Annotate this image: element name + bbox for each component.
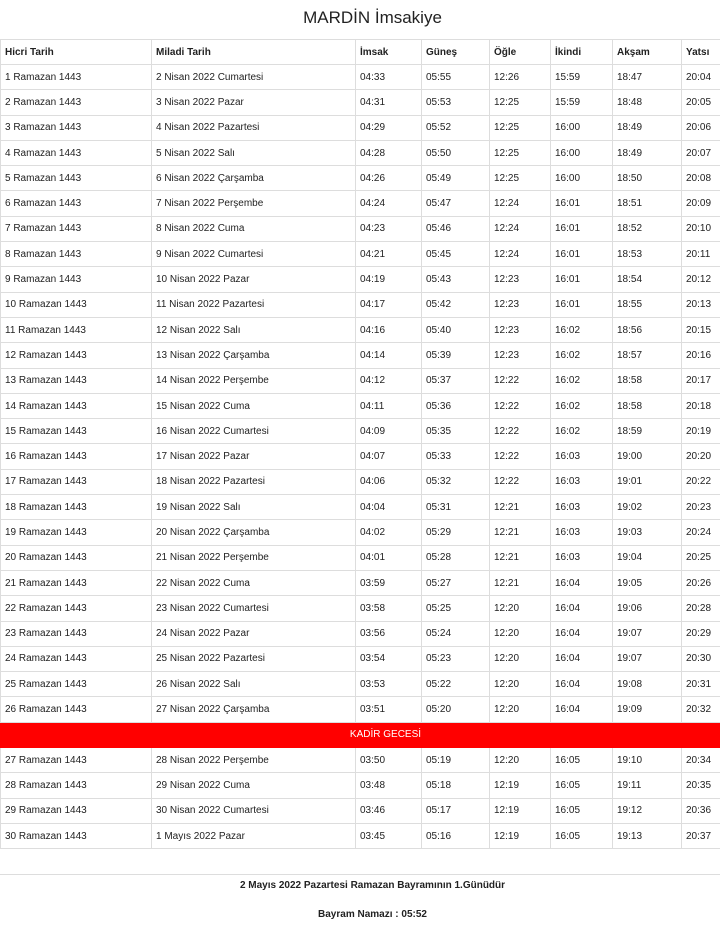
ogle-time-cell: 12:19 — [490, 823, 551, 848]
hicri-date-cell: 24 Ramazan 1443 — [1, 646, 152, 671]
gunes-time-cell: 05:19 — [422, 748, 490, 773]
yatsi-time-cell: 20:25 — [682, 545, 720, 570]
yatsi-time-cell: 20:15 — [682, 317, 720, 342]
aksam-time-cell: 18:49 — [613, 115, 682, 140]
imsak-time-cell: 04:28 — [356, 140, 422, 165]
gunes-time-cell: 05:24 — [422, 621, 490, 646]
gunes-time-cell: 05:33 — [422, 444, 490, 469]
ikindi-time-cell: 16:02 — [551, 419, 613, 444]
yatsi-time-cell: 20:36 — [682, 798, 720, 823]
gunes-time-cell: 05:46 — [422, 216, 490, 241]
ikindi-time-cell: 16:03 — [551, 495, 613, 520]
imsak-time-cell: 04:09 — [356, 419, 422, 444]
hicri-date-cell: 21 Ramazan 1443 — [1, 570, 152, 595]
hicri-date-cell: 1 Ramazan 1443 — [1, 65, 152, 90]
page-title: MARDİN İmsakiye — [303, 8, 442, 27]
hicri-date-cell: 4 Ramazan 1443 — [1, 140, 152, 165]
table-body-before-kadir — [1, 65, 720, 723]
table-header-row — [1, 40, 720, 65]
yatsi-time-cell: 20:26 — [682, 570, 720, 595]
miladi-date-cell: 1 Mayıs 2022 Pazar — [152, 823, 356, 848]
miladi-date-cell: 25 Nisan 2022 Pazartesi — [152, 646, 356, 671]
aksam-time-cell: 18:54 — [613, 267, 682, 292]
yatsi-time-cell: 20:12 — [682, 267, 720, 292]
table-row — [1, 444, 720, 469]
ogle-time-cell: 12:20 — [490, 672, 551, 697]
ikindi-time-cell: 16:02 — [551, 343, 613, 368]
gunes-time-cell: 05:17 — [422, 798, 490, 823]
aksam-time-cell: 19:03 — [613, 520, 682, 545]
imsak-time-cell: 03:48 — [356, 773, 422, 798]
yatsi-time-cell: 20:16 — [682, 343, 720, 368]
ogle-time-cell: 12:20 — [490, 697, 551, 722]
yatsi-time-cell: 20:20 — [682, 444, 720, 469]
yatsi-time-cell: 20:22 — [682, 469, 720, 494]
kadir-section — [1, 722, 720, 747]
hicri-date-cell: 18 Ramazan 1443 — [1, 495, 152, 520]
column-header-imsak: İmsak — [356, 40, 422, 65]
miladi-date-cell: 28 Nisan 2022 Perşembe — [152, 748, 356, 773]
aksam-time-cell: 18:48 — [613, 90, 682, 115]
miladi-date-cell: 20 Nisan 2022 Çarşamba — [152, 520, 356, 545]
gunes-time-cell: 05:36 — [422, 393, 490, 418]
hicri-date-cell: 28 Ramazan 1443 — [1, 773, 152, 798]
miladi-date-cell: 13 Nisan 2022 Çarşamba — [152, 343, 356, 368]
imsak-time-cell: 04:04 — [356, 495, 422, 520]
miladi-date-cell: 2 Nisan 2022 Cumartesi — [152, 65, 356, 90]
yatsi-time-cell: 20:09 — [682, 191, 720, 216]
aksam-time-cell: 19:05 — [613, 570, 682, 595]
miladi-date-cell: 14 Nisan 2022 Perşembe — [152, 368, 356, 393]
gunes-time-cell: 05:22 — [422, 672, 490, 697]
ogle-time-cell: 12:25 — [490, 140, 551, 165]
hicri-date-cell: 30 Ramazan 1443 — [1, 823, 152, 848]
table-row — [1, 393, 720, 418]
table-row — [1, 697, 720, 722]
hicri-date-cell: 20 Ramazan 1443 — [1, 545, 152, 570]
imsak-time-cell: 03:51 — [356, 697, 422, 722]
ikindi-time-cell: 15:59 — [551, 65, 613, 90]
gunes-time-cell: 05:27 — [422, 570, 490, 595]
ogle-time-cell: 12:26 — [490, 65, 551, 90]
aksam-time-cell: 19:01 — [613, 469, 682, 494]
ogle-time-cell: 12:21 — [490, 570, 551, 595]
yatsi-time-cell: 20:24 — [682, 520, 720, 545]
table-row — [1, 545, 720, 570]
column-header-gunes: Güneş — [422, 40, 490, 65]
table-row — [1, 368, 720, 393]
yatsi-time-cell: 20:07 — [682, 140, 720, 165]
column-header-miladi: Miladi Tarih — [152, 40, 356, 65]
imsak-time-cell: 04:23 — [356, 216, 422, 241]
ikindi-time-cell: 16:01 — [551, 216, 613, 241]
table-body-after-kadir — [1, 748, 720, 849]
ikindi-time-cell: 16:02 — [551, 317, 613, 342]
table-row — [1, 166, 720, 191]
aksam-time-cell: 19:06 — [613, 596, 682, 621]
yatsi-time-cell: 20:31 — [682, 672, 720, 697]
hicri-date-cell: 11 Ramazan 1443 — [1, 317, 152, 342]
table-row — [1, 115, 720, 140]
column-header-ogle: Öğle — [490, 40, 551, 65]
ogle-time-cell: 12:23 — [490, 343, 551, 368]
yatsi-time-cell: 20:35 — [682, 773, 720, 798]
aksam-time-cell: 19:07 — [613, 621, 682, 646]
hicri-date-cell: 3 Ramazan 1443 — [1, 115, 152, 140]
yatsi-time-cell: 20:34 — [682, 748, 720, 773]
column-header-hicri: Hicri Tarih — [1, 40, 152, 65]
imsak-time-cell: 04:26 — [356, 166, 422, 191]
ikindi-time-cell: 16:01 — [551, 267, 613, 292]
ikindi-time-cell: 16:03 — [551, 469, 613, 494]
miladi-date-cell: 8 Nisan 2022 Cuma — [152, 216, 356, 241]
ogle-time-cell: 12:24 — [490, 191, 551, 216]
ikindi-time-cell: 16:04 — [551, 646, 613, 671]
table-row — [1, 90, 720, 115]
yatsi-time-cell: 20:28 — [682, 596, 720, 621]
hicri-date-cell: 12 Ramazan 1443 — [1, 343, 152, 368]
yatsi-time-cell: 20:13 — [682, 292, 720, 317]
miladi-date-cell: 24 Nisan 2022 Pazar — [152, 621, 356, 646]
hicri-date-cell: 13 Ramazan 1443 — [1, 368, 152, 393]
kadir-gecesi-label: KADİR GECESİ — [1, 722, 720, 747]
hicri-date-cell: 23 Ramazan 1443 — [1, 621, 152, 646]
ikindi-time-cell: 16:04 — [551, 570, 613, 595]
imsak-time-cell: 04:19 — [356, 267, 422, 292]
ikindi-time-cell: 16:04 — [551, 697, 613, 722]
aksam-time-cell: 18:50 — [613, 166, 682, 191]
imsak-time-cell: 03:56 — [356, 621, 422, 646]
hicri-date-cell: 19 Ramazan 1443 — [1, 520, 152, 545]
hicri-date-cell: 27 Ramazan 1443 — [1, 748, 152, 773]
gunes-time-cell: 05:32 — [422, 469, 490, 494]
aksam-time-cell: 19:04 — [613, 545, 682, 570]
table-row — [1, 419, 720, 444]
aksam-time-cell: 18:57 — [613, 343, 682, 368]
imsak-time-cell: 04:21 — [356, 242, 422, 267]
miladi-date-cell: 3 Nisan 2022 Pazar — [152, 90, 356, 115]
miladi-date-cell: 17 Nisan 2022 Pazar — [152, 444, 356, 469]
gunes-time-cell: 05:18 — [422, 773, 490, 798]
gunes-time-cell: 05:35 — [422, 419, 490, 444]
table-row — [1, 65, 720, 90]
miladi-date-cell: 4 Nisan 2022 Pazartesi — [152, 115, 356, 140]
ikindi-time-cell: 16:00 — [551, 166, 613, 191]
imsak-time-cell: 04:14 — [356, 343, 422, 368]
ikindi-time-cell: 16:02 — [551, 368, 613, 393]
table-row — [1, 748, 720, 773]
ikindi-time-cell: 16:05 — [551, 748, 613, 773]
ogle-time-cell: 12:20 — [490, 596, 551, 621]
miladi-date-cell: 15 Nisan 2022 Cuma — [152, 393, 356, 418]
imsak-time-cell: 04:17 — [356, 292, 422, 317]
hicri-date-cell: 8 Ramazan 1443 — [1, 242, 152, 267]
gunes-time-cell: 05:49 — [422, 166, 490, 191]
ikindi-time-cell: 16:01 — [551, 242, 613, 267]
aksam-time-cell: 19:07 — [613, 646, 682, 671]
hicri-date-cell: 6 Ramazan 1443 — [1, 191, 152, 216]
ogle-time-cell: 12:22 — [490, 393, 551, 418]
gunes-time-cell: 05:25 — [422, 596, 490, 621]
aksam-time-cell: 18:49 — [613, 140, 682, 165]
imsak-time-cell: 03:50 — [356, 748, 422, 773]
hicri-date-cell: 10 Ramazan 1443 — [1, 292, 152, 317]
miladi-date-cell: 12 Nisan 2022 Salı — [152, 317, 356, 342]
column-header-aksam: Akşam — [613, 40, 682, 65]
table-row — [1, 317, 720, 342]
imsak-time-cell: 04:07 — [356, 444, 422, 469]
imsak-time-cell: 03:58 — [356, 596, 422, 621]
table-row — [1, 621, 720, 646]
ogle-time-cell: 12:22 — [490, 469, 551, 494]
ikindi-time-cell: 16:03 — [551, 545, 613, 570]
aksam-time-cell: 19:13 — [613, 823, 682, 848]
table-row — [1, 292, 720, 317]
gunes-time-cell: 05:23 — [422, 646, 490, 671]
aksam-time-cell: 19:12 — [613, 798, 682, 823]
ogle-time-cell: 12:21 — [490, 520, 551, 545]
aksam-time-cell: 18:56 — [613, 317, 682, 342]
ogle-time-cell: 12:21 — [490, 545, 551, 570]
table-row — [1, 469, 720, 494]
gunes-time-cell: 05:55 — [422, 65, 490, 90]
imsak-time-cell: 04:33 — [356, 65, 422, 90]
ikindi-time-cell: 16:01 — [551, 191, 613, 216]
table-row — [1, 773, 720, 798]
hicri-date-cell: 14 Ramazan 1443 — [1, 393, 152, 418]
yatsi-time-cell: 20:08 — [682, 166, 720, 191]
ogle-time-cell: 12:24 — [490, 242, 551, 267]
table-row — [1, 823, 720, 848]
hicri-date-cell: 15 Ramazan 1443 — [1, 419, 152, 444]
aksam-time-cell: 19:02 — [613, 495, 682, 520]
gunes-time-cell: 05:39 — [422, 343, 490, 368]
gunes-time-cell: 05:16 — [422, 823, 490, 848]
table-row — [1, 672, 720, 697]
ogle-time-cell: 12:22 — [490, 419, 551, 444]
yatsi-time-cell: 20:04 — [682, 65, 720, 90]
miladi-date-cell: 23 Nisan 2022 Cumartesi — [152, 596, 356, 621]
ogle-time-cell: 12:23 — [490, 317, 551, 342]
miladi-date-cell: 11 Nisan 2022 Pazartesi — [152, 292, 356, 317]
ikindi-time-cell: 16:03 — [551, 444, 613, 469]
table-row — [1, 646, 720, 671]
miladi-date-cell: 21 Nisan 2022 Perşembe — [152, 545, 356, 570]
ikindi-time-cell: 16:00 — [551, 115, 613, 140]
footer-divider — [0, 874, 720, 875]
yatsi-time-cell: 20:37 — [682, 823, 720, 848]
ogle-time-cell: 12:20 — [490, 748, 551, 773]
yatsi-time-cell: 20:10 — [682, 216, 720, 241]
ogle-time-cell: 12:24 — [490, 216, 551, 241]
ogle-time-cell: 12:19 — [490, 798, 551, 823]
imsak-time-cell: 04:12 — [356, 368, 422, 393]
imsak-time-cell: 04:01 — [356, 545, 422, 570]
yatsi-time-cell: 20:17 — [682, 368, 720, 393]
aksam-time-cell: 18:58 — [613, 368, 682, 393]
imsakiye-table — [0, 39, 720, 849]
ikindi-time-cell: 16:03 — [551, 520, 613, 545]
hicri-date-cell: 2 Ramazan 1443 — [1, 90, 152, 115]
column-header-ikindi: İkindi — [551, 40, 613, 65]
aksam-time-cell: 19:09 — [613, 697, 682, 722]
gunes-time-cell: 05:37 — [422, 368, 490, 393]
ikindi-time-cell: 16:04 — [551, 621, 613, 646]
gunes-time-cell: 05:20 — [422, 697, 490, 722]
imsak-time-cell: 03:54 — [356, 646, 422, 671]
ogle-time-cell: 12:23 — [490, 292, 551, 317]
bayram-namazi-time: Bayram Namazı : 05:52 — [318, 909, 427, 920]
yatsi-time-cell: 20:06 — [682, 115, 720, 140]
imsak-time-cell: 04:24 — [356, 191, 422, 216]
hicri-date-cell: 5 Ramazan 1443 — [1, 166, 152, 191]
ikindi-time-cell: 16:05 — [551, 798, 613, 823]
miladi-date-cell: 27 Nisan 2022 Çarşamba — [152, 697, 356, 722]
miladi-date-cell: 18 Nisan 2022 Pazartesi — [152, 469, 356, 494]
table-row — [1, 216, 720, 241]
imsak-time-cell: 04:31 — [356, 90, 422, 115]
hicri-date-cell: 7 Ramazan 1443 — [1, 216, 152, 241]
ogle-time-cell: 12:20 — [490, 646, 551, 671]
table-row — [1, 140, 720, 165]
table-row — [1, 570, 720, 595]
miladi-date-cell: 6 Nisan 2022 Çarşamba — [152, 166, 356, 191]
imsak-time-cell: 04:29 — [356, 115, 422, 140]
miladi-date-cell: 16 Nisan 2022 Cumartesi — [152, 419, 356, 444]
aksam-time-cell: 18:52 — [613, 216, 682, 241]
gunes-time-cell: 05:45 — [422, 242, 490, 267]
table-row — [1, 798, 720, 823]
aksam-time-cell: 19:08 — [613, 672, 682, 697]
ikindi-time-cell: 16:05 — [551, 773, 613, 798]
ikindi-time-cell: 16:04 — [551, 672, 613, 697]
gunes-time-cell: 05:52 — [422, 115, 490, 140]
imsak-time-cell: 03:53 — [356, 672, 422, 697]
hicri-date-cell: 26 Ramazan 1443 — [1, 697, 152, 722]
hicri-date-cell: 29 Ramazan 1443 — [1, 798, 152, 823]
gunes-time-cell: 05:29 — [422, 520, 490, 545]
imsak-time-cell: 04:06 — [356, 469, 422, 494]
imsak-time-cell: 03:59 — [356, 570, 422, 595]
ikindi-time-cell: 16:01 — [551, 292, 613, 317]
aksam-time-cell: 18:55 — [613, 292, 682, 317]
imsak-time-cell: 04:11 — [356, 393, 422, 418]
miladi-date-cell: 26 Nisan 2022 Salı — [152, 672, 356, 697]
ogle-time-cell: 12:20 — [490, 621, 551, 646]
kadir-gecesi-row — [1, 722, 720, 747]
hicri-date-cell: 16 Ramazan 1443 — [1, 444, 152, 469]
gunes-time-cell: 05:42 — [422, 292, 490, 317]
table-row — [1, 267, 720, 292]
yatsi-time-cell: 20:23 — [682, 495, 720, 520]
gunes-time-cell: 05:28 — [422, 545, 490, 570]
imsak-time-cell: 04:02 — [356, 520, 422, 545]
gunes-time-cell: 05:53 — [422, 90, 490, 115]
gunes-time-cell: 05:40 — [422, 317, 490, 342]
gunes-time-cell: 05:47 — [422, 191, 490, 216]
miladi-date-cell: 9 Nisan 2022 Cumartesi — [152, 242, 356, 267]
aksam-time-cell: 18:59 — [613, 419, 682, 444]
table-row — [1, 191, 720, 216]
aksam-time-cell: 18:53 — [613, 242, 682, 267]
table-row — [1, 343, 720, 368]
yatsi-time-cell: 20:30 — [682, 646, 720, 671]
yatsi-time-cell: 20:32 — [682, 697, 720, 722]
ikindi-time-cell: 15:59 — [551, 90, 613, 115]
ikindi-time-cell: 16:02 — [551, 393, 613, 418]
ikindi-time-cell: 16:04 — [551, 596, 613, 621]
gunes-time-cell: 05:43 — [422, 267, 490, 292]
yatsi-time-cell: 20:05 — [682, 90, 720, 115]
table-row — [1, 495, 720, 520]
miladi-date-cell: 19 Nisan 2022 Salı — [152, 495, 356, 520]
ogle-time-cell: 12:23 — [490, 267, 551, 292]
aksam-time-cell: 18:58 — [613, 393, 682, 418]
table-row — [1, 596, 720, 621]
miladi-date-cell: 30 Nisan 2022 Cumartesi — [152, 798, 356, 823]
ikindi-time-cell: 16:05 — [551, 823, 613, 848]
aksam-time-cell: 18:47 — [613, 65, 682, 90]
bayram-note: 2 Mayıs 2022 Pazartesi Ramazan Bayramının 1.Günüdür — [239, 880, 506, 891]
ogle-time-cell: 12:22 — [490, 444, 551, 469]
ogle-time-cell: 12:25 — [490, 90, 551, 115]
imsak-time-cell: 04:16 — [356, 317, 422, 342]
gunes-time-cell: 05:31 — [422, 495, 490, 520]
yatsi-time-cell: 20:19 — [682, 419, 720, 444]
aksam-time-cell: 19:10 — [613, 748, 682, 773]
ogle-time-cell: 12:25 — [490, 166, 551, 191]
gunes-time-cell: 05:50 — [422, 140, 490, 165]
table-row — [1, 242, 720, 267]
ogle-time-cell: 12:21 — [490, 495, 551, 520]
yatsi-time-cell: 20:18 — [682, 393, 720, 418]
ogle-time-cell: 12:22 — [490, 368, 551, 393]
miladi-date-cell: 10 Nisan 2022 Pazar — [152, 267, 356, 292]
hicri-date-cell: 25 Ramazan 1443 — [1, 672, 152, 697]
imsak-time-cell: 03:45 — [356, 823, 422, 848]
miladi-date-cell: 29 Nisan 2022 Cuma — [152, 773, 356, 798]
column-header-yatsi: Yatsı — [682, 40, 720, 65]
hicri-date-cell: 17 Ramazan 1443 — [1, 469, 152, 494]
aksam-time-cell: 18:51 — [613, 191, 682, 216]
ikindi-time-cell: 16:00 — [551, 140, 613, 165]
aksam-time-cell: 19:00 — [613, 444, 682, 469]
hicri-date-cell: 22 Ramazan 1443 — [1, 596, 152, 621]
yatsi-time-cell: 20:11 — [682, 242, 720, 267]
table-row — [1, 520, 720, 545]
imsak-time-cell: 03:46 — [356, 798, 422, 823]
yatsi-time-cell: 20:29 — [682, 621, 720, 646]
ogle-time-cell: 12:19 — [490, 773, 551, 798]
aksam-time-cell: 19:11 — [613, 773, 682, 798]
miladi-date-cell: 5 Nisan 2022 Salı — [152, 140, 356, 165]
hicri-date-cell: 9 Ramazan 1443 — [1, 267, 152, 292]
miladi-date-cell: 22 Nisan 2022 Cuma — [152, 570, 356, 595]
miladi-date-cell: 7 Nisan 2022 Perşembe — [152, 191, 356, 216]
ogle-time-cell: 12:25 — [490, 115, 551, 140]
